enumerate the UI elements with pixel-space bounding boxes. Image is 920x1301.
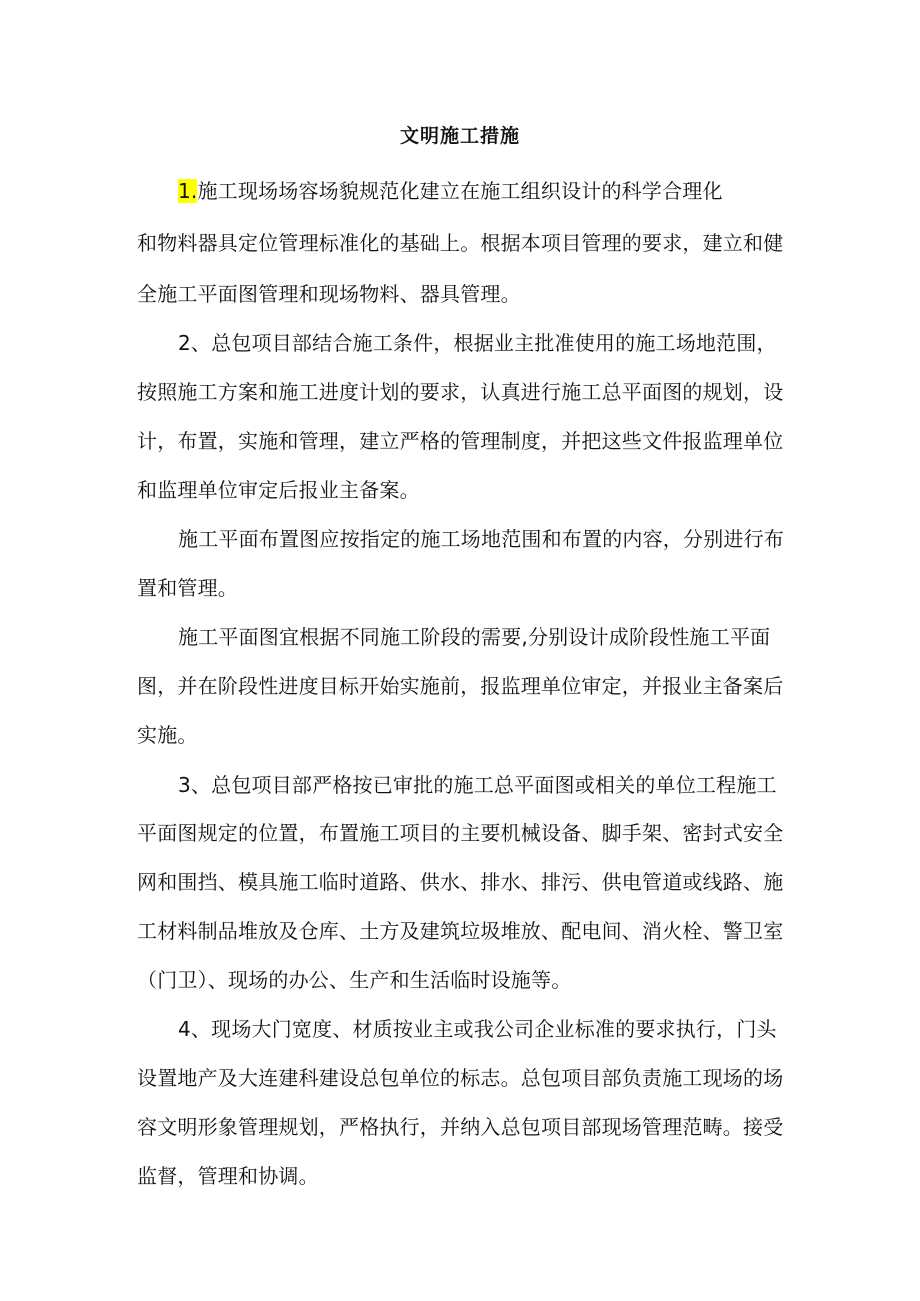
paragraph-line: 设置地产及大连建科建设总包单位的标志。总包项目部负责施工现场的场: [137, 1066, 784, 1090]
paragraph-line: 和物料器具定位管理标准化的基础上。根据本项目管理的要求，建立和健: [137, 231, 784, 255]
paragraph-line: 施工平面图宜根据不同施工阶段的需要,分别设计成阶段性施工平面: [178, 625, 771, 649]
paragraph-line: 实施。: [137, 723, 198, 747]
paragraph-line: 容文明形象管理规划，严格执行，并纳入总包项目部现场管理范畴。接受: [137, 1115, 784, 1139]
paragraph-line: 工材料制品堆放及仓库、土方及建筑垃圾堆放、配电间、消火栓、警卫室: [137, 919, 784, 943]
paragraph-line: 施工平面布置图应按指定的施工场地范围和布置的内容，分别进行布: [178, 527, 784, 551]
paragraph-line: 计，布置，实施和管理，建立严格的管理制度，并把这些文件报监理单位: [137, 429, 784, 453]
paragraph-line: [178, 175, 723, 207]
paragraph-line: 全施工平面图管理和现场物料、器具管理。: [137, 282, 521, 306]
paragraph-line: 4、现场大门宽度、材质按业主或我公司企业标准的要求执行，门头: [178, 1017, 777, 1041]
paragraph-line: 2、总包项目部结合施工条件，根据业主批准使用的施工场地范围，: [178, 331, 777, 355]
paragraph-line: 置和管理。: [137, 576, 238, 600]
line-text: 施工现场场容场貌规范化建立在施工组织设计的科学合理化: [197, 179, 723, 203]
paragraph-line: （门卫）、现场的办公、生产和生活临时设施等。: [137, 968, 572, 992]
paragraph-line: 监督，管理和协调。: [137, 1164, 319, 1188]
paragraph-line: 和监理单位审定后报业主备案。: [137, 478, 420, 502]
paragraph-line: 图，并在阶段性进度目标开始实施前，报监理单位审定，并报业主备案后: [137, 674, 784, 698]
paragraph-line: 平面图规定的位置，布置施工项目的主要机械设备、脚手架、密封式安全: [137, 821, 784, 845]
document-title: 文明施工措施: [399, 125, 520, 147]
paragraph-line: 按照施工方案和施工进度计划的要求，认真进行施工总平面图的规划，设: [137, 380, 784, 404]
highlighted-number: 1.: [178, 179, 198, 203]
paragraph-line: 网和围挡、模具施工临时道路、供水、排水、排污、供电管道或线路、施: [137, 870, 784, 894]
paragraph-line: 3、总包项目部严格按已审批的施工总平面图或相关的单位工程施工: [178, 773, 777, 797]
